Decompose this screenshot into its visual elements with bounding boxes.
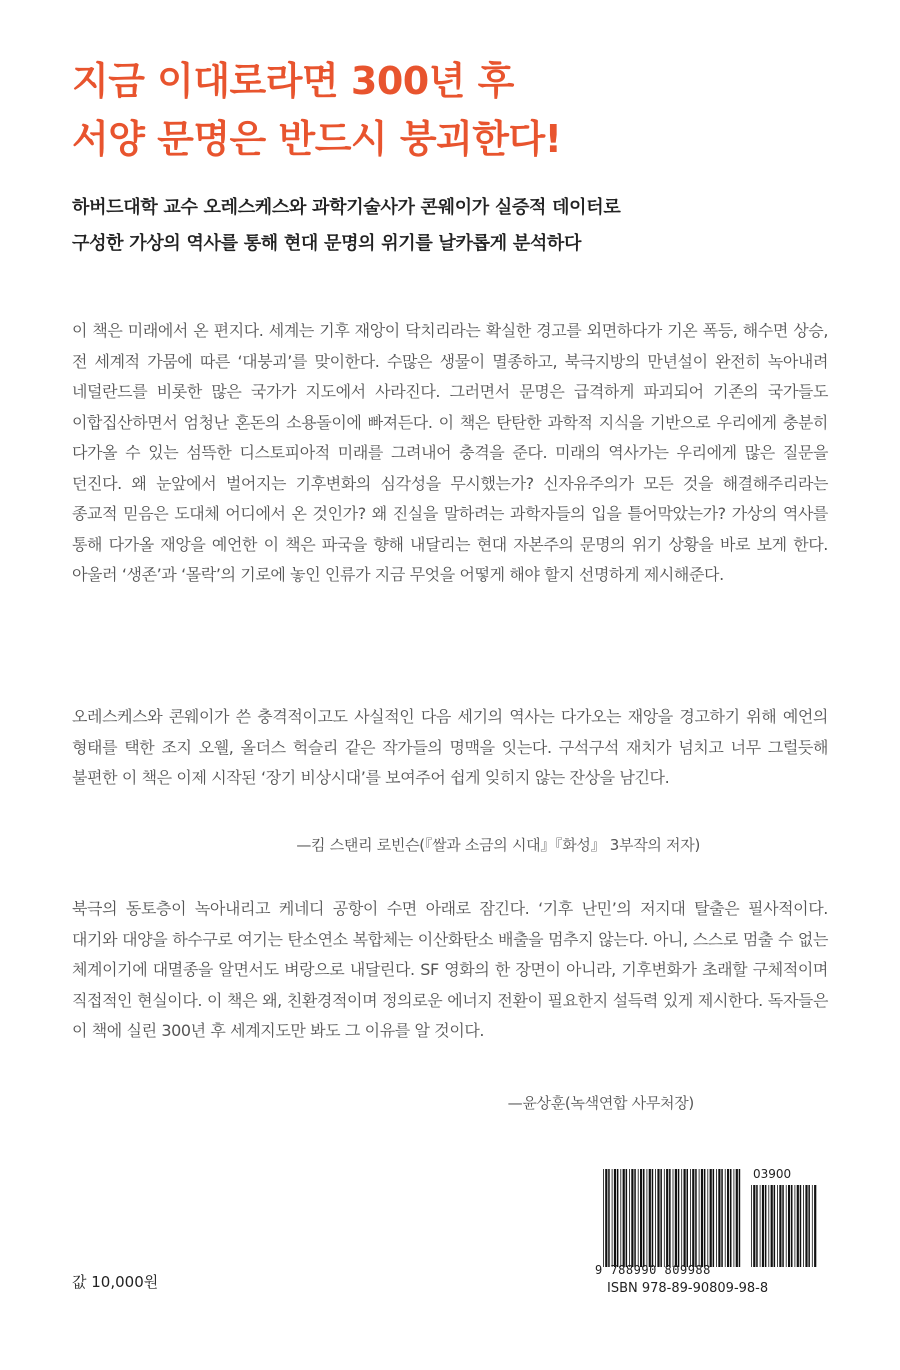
barcode-bar [753,1185,755,1267]
barcode-bar [629,1169,630,1267]
barcode-bar [660,1169,662,1267]
barcode-bar [786,1185,787,1267]
barcode-bar [669,1169,671,1267]
barcode-bar [779,1185,781,1267]
barcode-bar [721,1169,723,1267]
review-attribution-2: —윤상훈(녹색연합 사무처장) [507,1094,694,1112]
barcode-bar [664,1169,665,1267]
headline-line-1: 지금 이대로라면 300년 후 [72,59,514,103]
barcode-bar [692,1169,694,1267]
barcode-bar [684,1169,686,1267]
barcode-bar [649,1169,651,1267]
barcode-bar [736,1169,738,1267]
barcode-bar [814,1185,816,1267]
barcode-bar [739,1169,741,1267]
barcode-bar [756,1185,758,1267]
barcode-bar [701,1169,703,1267]
barcode-bar [805,1185,807,1267]
barcode-bar [640,1169,642,1267]
barcode-bar [695,1169,697,1267]
barcode-bar [704,1169,706,1267]
barcode-bar [643,1169,645,1267]
subheadline [72,190,620,262]
barcode-bar [762,1185,764,1267]
barcode-bar [795,1185,796,1267]
barcode-bar [623,1169,625,1267]
barcode-bar [657,1169,659,1267]
barcode-bar [803,1185,804,1267]
headline [72,52,562,168]
barcode-bar [788,1185,790,1267]
headline-line-2: 서양 문명은 반드시 붕괴한다! [72,117,562,161]
price-label: 값 10,000원 [72,1273,159,1291]
barcode-bar [760,1185,761,1267]
barcode-bar [626,1169,628,1267]
barcode-bar [614,1169,616,1267]
barcode-bar [797,1185,799,1267]
barcode-digits: 9 788990 809988 [595,1263,711,1277]
barcode-bar [734,1169,735,1267]
barcode-bar [675,1169,677,1267]
barcode-bar [791,1185,793,1267]
review-paragraph-1: 오레스케스와 콘웨이가 쓴 충격적이고도 사실적인 다음 세기의 역사는 다가오는 재앙을 경고하기 위해 예언의 형태를 택한 조지 오웰, 올더스 헉슬리 같은 작가들의 명맥을 잇는다. 구석구석 재치가 넘치고 너무 그럴듯해 불편한 이 책은 이제 시작된 ‘장기 비상시대’를 보여주어 쉽게 잊히지 않는 잔상을 남긴다. [72,707,828,787]
barcode-addon-bars [751,1185,817,1267]
barcode-bar [647,1169,648,1267]
barcode-bar [812,1185,813,1267]
isbn-label: ISBN 978-89-90809-98-8 [607,1281,769,1296]
barcode-bar [765,1185,767,1267]
barcode-bar [681,1169,682,1267]
barcode-bar [608,1169,610,1267]
barcode-bar [713,1169,715,1267]
description-paragraph: 이 책은 미래에서 온 편지다. 세계는 기후 재앙이 닥치리라는 확실한 경고를 외면하다가 기온 폭등, 해수면 상승, 전 세계적 가뭄에 따른 ‘대붕괴’를 맞이한다. 수많은 생물이 멸종하고, 북극지방의 만년설이 완전히 녹아내려 네덜란드를 비롯한 많은 국가가 지도에서 사라진다. 그러면서 문명은 급격하게 파괴되어 기존의 국가들도 이합집산하면서 엄청난 혼돈의 소용돌이에 빠져든다. 이 책은 탄탄한 과학적 지식을 기반으로 우리에게 충분히 다가올 수 있는 섬뜩한 디스토피아적 미래를 그려내어 충격을 준다. 미래의 역사가는 우리에게 많은 질문을 던진다. 왜 눈앞에서 벌어지는 기후변화의 심각성을 무시했는가? 신자유주의가 모든 것을 해결해주리라는 종교적 믿음은 도대체 어디에서 온 것인가? 왜 진실을 말하려는 과학자들의 입을 틀어막았는가? 가상의 역사를 통해 다가올 재앙을 예언한 이 책은 파국을 향해 내달리는 현대 자본주의 문명의 위기 상황을 바로 보게 한다. 아울러 ‘생존’과 ‘몰락’의 기로에 놓인 인류가 지금 무엇을 어떻게 해야 할지 선명하게 제시해준다. [72,321,828,584]
review-paragraph-2: 북극의 동토층이 녹아내리고 케네디 공항이 수면 아래로 잠긴다. ‘기후 난민’의 저지대 탈출은 필사적이다. 대기와 대양을 하수구로 여기는 탄소연소 복합체는 이산화탄소 배출을 멈추지 않는다. 아니, 스스로 멈출 수 없는 체계이기에 대멸종을 알면서도 벼랑으로 내달린다. SF 영화의 한 장면이 아니라, 기후변화가 초래할 구체적이며 직접적인 현실이다. 이 책은 왜, 친환경적이며 정의로운 에너지 전환이 필요한지 설득력 있게 제시한다. 독자들은 이 책에 실린 300년 후 세계지도만 봐도 그 이유를 알 것이다. [72,899,828,1040]
subheadline-line-2: 구성한 가상의 역사를 통해 현대 문명의 위기를 날카롭게 분석하다 [72,233,582,254]
barcode-bar [687,1169,689,1267]
barcode-bar [690,1169,691,1267]
barcode-bar [718,1169,720,1267]
barcode-bar [612,1169,613,1267]
barcode-bar [727,1169,729,1267]
barcode-bar [617,1169,619,1267]
barcode-bar [638,1169,639,1267]
barcode-bar [782,1185,784,1267]
barcode-bar [771,1185,773,1267]
barcode-bar [808,1185,810,1267]
barcode-main-bars [603,1169,743,1267]
barcode-bar [707,1169,708,1267]
barcode-addon-digits: 03900 [753,1167,792,1181]
review-attribution-1: —킴 스탠리 로빈슨(『쌀과 소금의 시대』『화성』 3부작의 저자) [296,836,700,854]
barcode-bar [666,1169,668,1267]
barcode-bar [751,1185,752,1267]
barcode-bar [620,1169,621,1267]
barcode-bar [673,1169,674,1267]
barcode-bar [652,1169,654,1267]
barcode-bar [768,1185,769,1267]
barcode-bar [800,1185,802,1267]
barcode-bar [631,1169,633,1267]
subheadline-line-1: 하버드대학 교수 오레스케스와 과학기술사가 콘웨이가 실증적 데이터로 [72,197,621,218]
barcode-bar [603,1169,604,1267]
barcode-bar [725,1169,726,1267]
barcode-bar [777,1185,778,1267]
barcode-bar [730,1169,732,1267]
barcode-bar [605,1169,607,1267]
barcode-bar [716,1169,717,1267]
barcode-bar [710,1169,712,1267]
barcode-bar [774,1185,776,1267]
barcode-bar [634,1169,636,1267]
barcode-bar [678,1169,680,1267]
barcode-bar [655,1169,656,1267]
barcode-bar [699,1169,700,1267]
